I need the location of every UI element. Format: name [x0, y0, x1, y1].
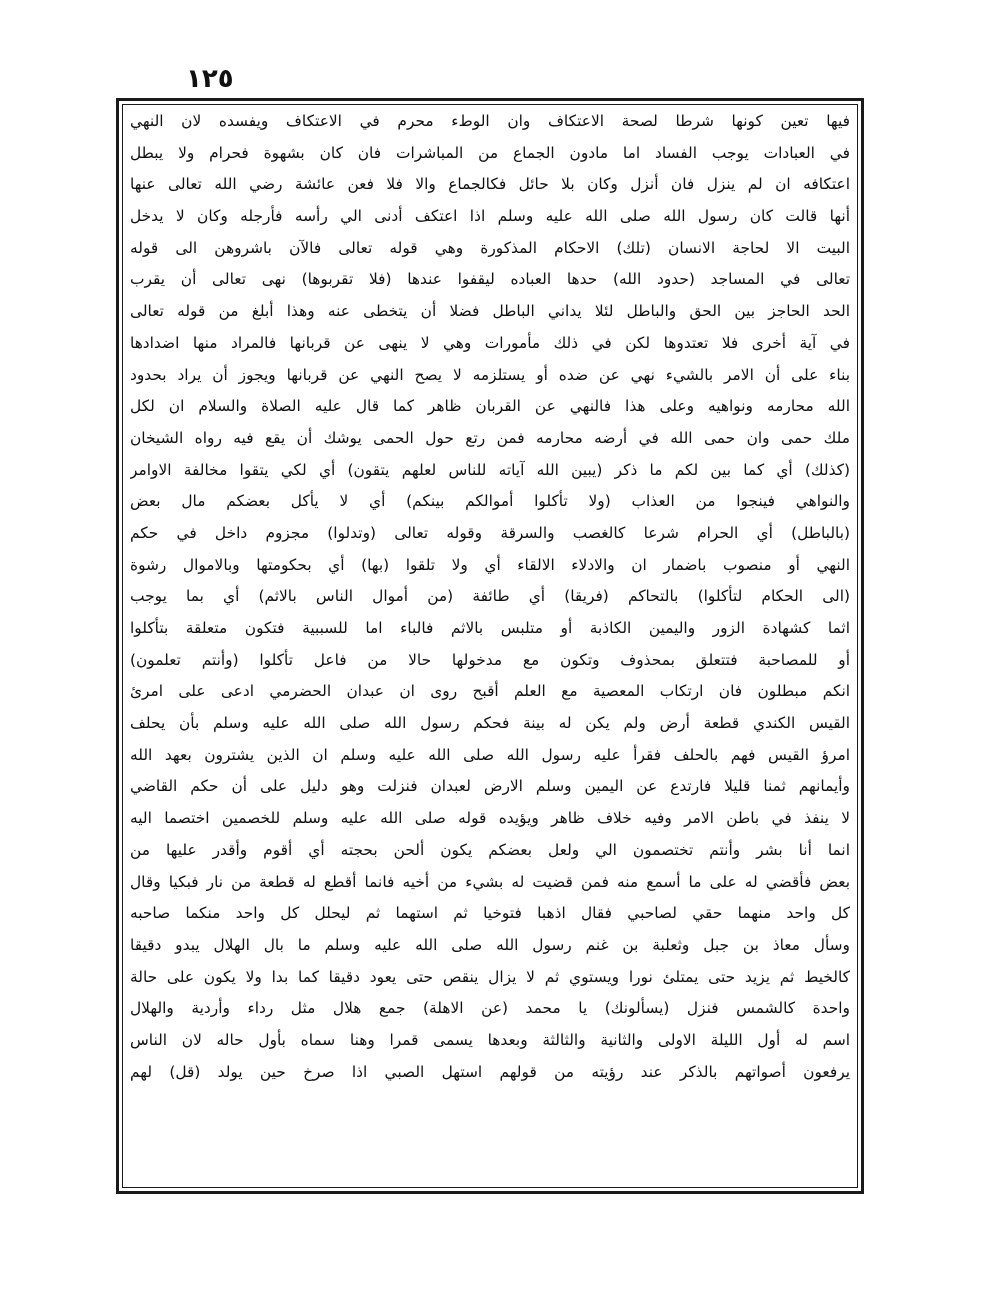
- text-line: بناء على أن الامر بالشيء نهي عن ضده أو يستلزمه لا يصح النهي عن قربانها ويجوز أن يراد بحدود: [130, 365, 850, 384]
- text-line: ملك حمى وان حمى الله في أرضه محارمه فمن رتع حول الحمى يوشك أن يقع فيه رواه الشيخان: [130, 428, 850, 447]
- text-line: انما أنا بشر وأنتم تختصمون الي ولعل بعضكم يكون ألحن بحجته أي أقوم وأقدر عليها من: [130, 840, 850, 859]
- text-line: تعالى في المساجد (حدود الله) حدها العباده ليقفوا عندها (فلا تقربوها) نهى تعالى أن يقرب: [130, 270, 850, 289]
- text-line: الله محارمه ونواهيه وعلى هذا فالنهي عن القربان ظاهر كما قال عليه الصلاة والسلام ان لكل: [130, 397, 850, 416]
- text-line: والنواهي فينجوا من العذاب (ولا تأكلوا أموالكم بينكم) أي لا يأكل بعضكم مال بعض: [130, 492, 850, 511]
- text-line: البيت الا لحاجة الانسان (تلك) الاحكام المذكورة وهي قوله تعالى فالآن باشروهن الى قوله: [130, 238, 850, 257]
- text-line: القيس الكندي قطعة أرض ولم يكن له بينة فحكم رسول الله صلى الله عليه وسلم بأن يحلف: [130, 714, 850, 733]
- text-line: الحد الحاجز بين الحق والباطل لئلا يداني الباطل فضلا أن يتخطى عنه وهذا أبلغ من قوله تعالى: [130, 302, 850, 321]
- text-line: في العبادات يوجب الفساد اما مادون الجماع من المباشرات فان كان بشهوة فحرام ولا يبطل: [130, 143, 850, 162]
- text-line: اعتكافه ان لم ينزل فان أنزل وكان بلا حائل فكالجماع والا فلا فعن عائشة رضي الله تعالى عنها: [130, 175, 850, 194]
- text-line: امرؤ القيس فهم بالحلف فقرأ عليه رسول الله صلى الله عليه وسلم ان الذين يشترون بعهد الله: [130, 745, 850, 764]
- text-line: أنها قالت كان رسول الله صلى الله عليه وسلم اذا اعتكف أدنى الي رأسه فأرجله وكان لا يدخل: [130, 207, 850, 226]
- text-line: أو للمصاحبة فتتعلق بمحذوف وتكون مع مدخولها حالا من فاعل تأكلوا (وأنتم تعلمون): [130, 650, 850, 669]
- text-line: وأيمانهم ثمنا قليلا فارتدع عن اليمين وسلم الارض لعبدان فنزلت وهو دليل على أن حكم القاضي: [130, 777, 850, 796]
- text-line: النهي أو منصوب باضمار ان والادلاء الالقاء أي ولا تلقوا (بها) أي بحكومتها وبالاموال رشوة: [130, 555, 850, 574]
- text-line: كل واحد منهما حقي لصاحبي فقال اذهبا فتوخيا ثم استهما ثم ليحلل كل واحد منكما صاحبه: [130, 904, 850, 923]
- text-line: وسأل معاذ بن جبل وثعلبة بن غنم رسول الله صلى الله عليه وسلم ما بال الهلال يبدو دقيقا: [130, 935, 850, 954]
- text-line: فيها تعين كونها شرطا لصحة الاعتكاف وان الوطء محرم في الاعتكاف ويفسده لان النهي: [130, 112, 850, 130]
- text-line: يرفعون أصواتهم بالذكر عند رؤيته من قولهم استهل الصبي اذا صرخ حين يولد (قل) لهم: [130, 1062, 850, 1081]
- text-line: اثما كشهادة الزور واليمين الكاذبة أو متلبس بالاثم فالباء اما للسببية فتكون متعلقة بتأكلوا: [130, 619, 850, 637]
- text-line: كالخيط ثم يزيد حتى يمتلئ نورا ويستوي ثم لا يزال ينقص حتى يعود دقيقا كما بدا ولا يكون على حالة: [130, 967, 850, 986]
- text-line: لا ينفذ في باطن الامر وفيه خلاف ظاهر ويؤيده قوله صلى الله عليه وسلم للخصمين اختصما اليه: [130, 809, 850, 828]
- text-line: بعض فأقضي له على ما أسمع منه فمن قضيت له بشيء من أخيه فانما أقطع له قطعة من نار فبكيا وقال: [130, 872, 850, 891]
- page-number: ١٢٥: [186, 64, 234, 94]
- text-line: في آية أخرى فلا تعتدوها لكن في ذلك مأمورات وهي لا ينهى عن قربانها فالمراد منها اضدادها: [130, 333, 850, 352]
- text-line: (الى الحكام لتأكلوا) بالتحاكم (فريقا) أي طائفة (من أموال الناس بالاثم) أي بما يوجب: [130, 587, 850, 606]
- text-line: (بالباطل) أي الحرام شرعا كالغصب والسرقة وقوله تعالى (وتدلوا) مجزوم داخل في حكم: [130, 523, 850, 542]
- text-line: اسم له أول الليلة الاولى والثانية والثالثة وبعدها يسمى قمرا وهنا سماه بأول حاله لان الناس: [130, 1030, 850, 1049]
- text-body: [130, 106, 850, 1184]
- text-line: (كذلك) أي كما بين لكم ما ذكر (يبين الله آياته للناس لعلهم يتقون) أي لكي يتقوا مخالفة الاوامر: [130, 460, 850, 479]
- text-line: واحدة كالشمس فنزل (يسألونك) يا محمد (عن الاهلة) جمع هلال مثل رداء وأردية والهلال: [130, 999, 850, 1018]
- text-line: انكم مبطلون فان ارتكاب المعصية مع العلم أقبح روى ان عبدان الحضرمي ادعى على امرئ: [130, 682, 850, 701]
